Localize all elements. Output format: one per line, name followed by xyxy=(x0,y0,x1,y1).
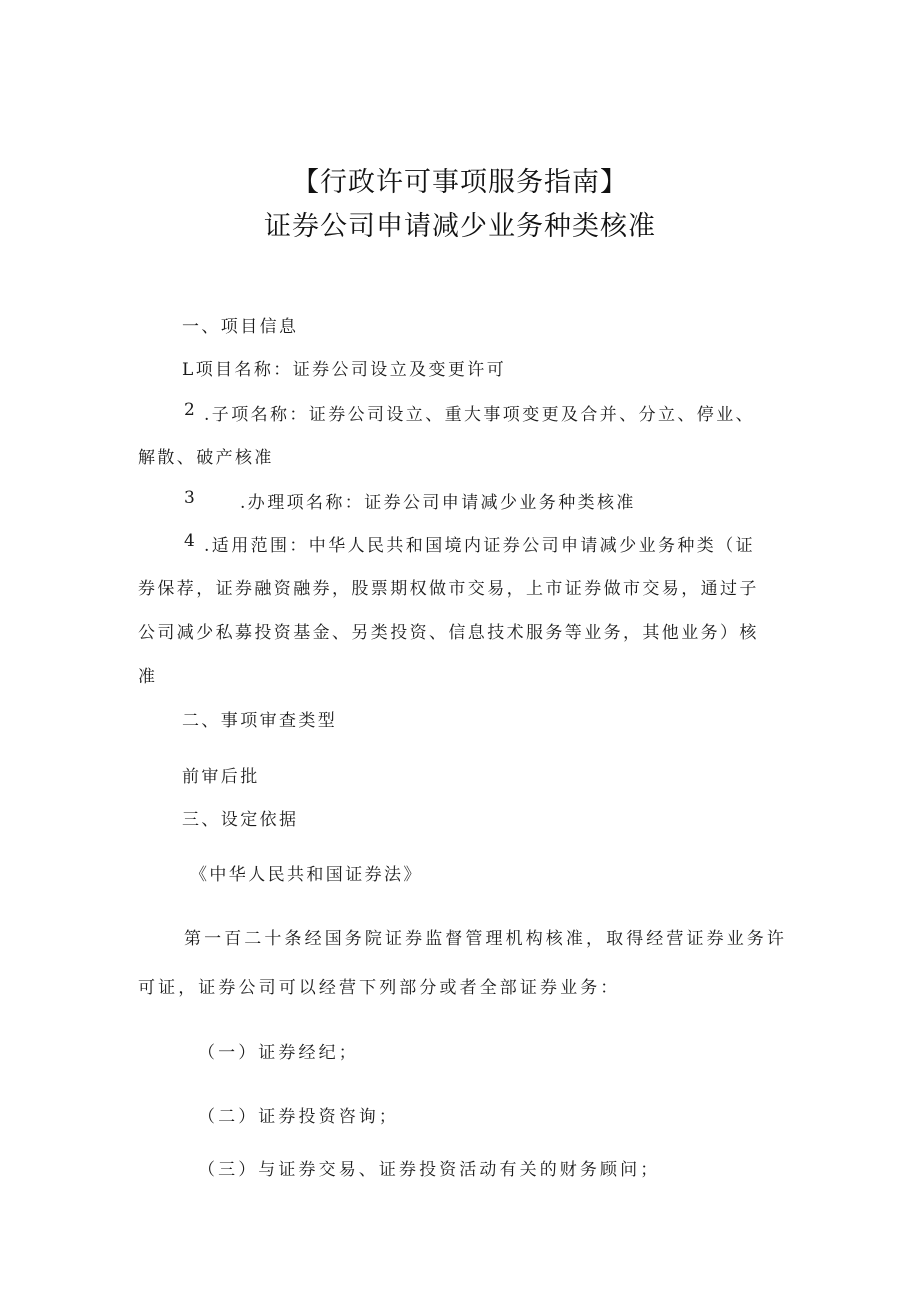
law-name: 《中华人民共和国证券法》 xyxy=(190,865,423,885)
article-line-2: 可证，证券公司可以经营下列部分或者全部证券业务： xyxy=(138,978,621,998)
section-3-heading: 三、设定依据 xyxy=(182,810,299,830)
section-1-heading: 一、项目信息 xyxy=(182,317,299,337)
item-2-continued: 解散、破产核准 xyxy=(138,448,274,468)
item-4: .适用范围：中华人民共和国境内证券公司申请减少业务种类（证 xyxy=(204,536,756,556)
item-3: .办理项名称：证券公司申请减少业务种类核准 xyxy=(240,493,636,513)
item-2: .子项名称：证券公司设立、重大事项变更及合并、分立、停业、 xyxy=(204,405,756,425)
list-item-3: （三）与证券交易、证券投资活动有关的财务顾问； xyxy=(198,1160,661,1180)
item-3-number: 3 xyxy=(184,488,198,508)
item-4-number: 4 xyxy=(184,531,198,551)
item-4-continued-3: 准 xyxy=(138,667,158,687)
item-2-number: 2 xyxy=(184,400,198,420)
document-subtitle: 证券公司申请减少业务种类核准 xyxy=(264,211,656,242)
item-1: L项目名称：证券公司设立及变更许可 xyxy=(182,360,507,380)
list-item-2: （二）证券投资咨询； xyxy=(198,1107,399,1127)
section-2-heading: 二、事项审查类型 xyxy=(182,711,338,731)
item-4-continued-2: 公司减少私募投资基金、另类投资、信息技术服务等业务，其他业务）核 xyxy=(138,623,759,643)
list-item-1: （一）证券经纪； xyxy=(198,1043,359,1063)
section-2-body: 前审后批 xyxy=(182,767,260,787)
item-4-continued-1: 券保荐，证券融资融券，股票期权做市交易，上市证券做市交易，通过子 xyxy=(138,579,759,599)
article-line-1: 第一百二十条经国务院证券监督管理机构核准，取得经营证券业务许 xyxy=(184,929,787,949)
document-title: 【行政许可事项服务指南】 xyxy=(292,167,628,198)
